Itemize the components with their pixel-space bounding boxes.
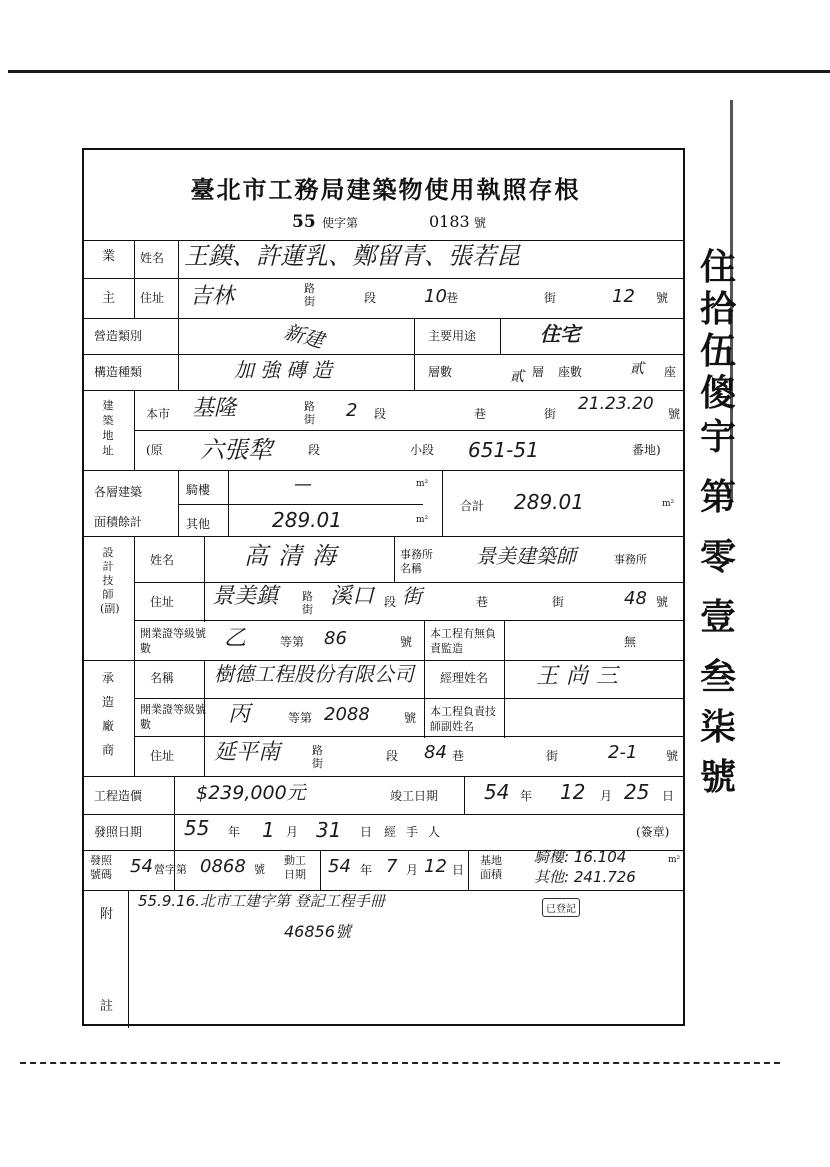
structure-value: 加強磚造	[234, 358, 338, 382]
use-label: 主要用途	[428, 329, 477, 343]
designer-name: 高清海	[244, 542, 346, 570]
contractor-engineer-label: 本工程負責技師副姓名	[430, 705, 496, 733]
permit-year: 55	[292, 212, 316, 232]
registered-stamp: 已登記	[542, 898, 580, 917]
completion-label: 竣工日期	[390, 789, 439, 803]
site-section-label: 段	[374, 407, 387, 421]
designer-name-label: 姓名	[150, 553, 175, 567]
bp-start-label: 動工日期	[284, 854, 306, 881]
designer-office-label: 事務所名稱	[400, 548, 433, 575]
issue-day-label: 日	[360, 825, 373, 839]
handler-label: 經手人	[384, 825, 451, 839]
issue-year: 55	[184, 816, 210, 840]
completion-month: 12	[560, 780, 586, 804]
notes-label-top: 附	[100, 907, 114, 922]
owner-alley-label: 巷	[446, 291, 459, 305]
issue-day: 31	[316, 818, 342, 842]
scan-top-edge	[8, 70, 830, 73]
site-subsection-label: 小段	[410, 443, 435, 457]
completion-day-label: 日	[662, 789, 675, 803]
site-district-label: 段	[308, 443, 321, 457]
contractor-address: 延平南	[214, 740, 281, 765]
contractor-manager: 王尚三	[536, 664, 627, 689]
bp-month-label: 月	[406, 863, 419, 877]
side-char: 柒	[700, 707, 737, 748]
other-unit: m²	[416, 515, 429, 525]
side-char: 第	[700, 477, 737, 518]
owner-names: 王鏌、許蓮乳、鄭留青、張若昆	[184, 242, 520, 270]
owner-address-label: 住址	[140, 291, 165, 305]
total-value: 289.01	[514, 490, 584, 514]
type-label: 營造類別	[94, 329, 143, 343]
arcade-unit: m²	[416, 479, 429, 489]
contractor-number: 2-1	[608, 742, 638, 763]
site-street-label: 街	[544, 407, 557, 421]
site-road-label: 路 街	[304, 400, 315, 426]
site-district: 六張犂	[200, 436, 272, 464]
structure-label: 構造種類	[94, 365, 143, 379]
contractor-license-mid: 等第	[288, 711, 313, 725]
owner-road-label: 路 街	[304, 282, 315, 308]
designer-number-label: 號	[656, 595, 669, 609]
owner-street-label: 街	[544, 291, 557, 305]
area-label2: 面積餘計	[94, 515, 143, 529]
issue-label: 發照日期	[94, 825, 143, 839]
contractor-name-label: 名稱	[150, 671, 175, 685]
bp-day-label: 日	[452, 863, 465, 877]
contractor-section-label: 段	[386, 749, 399, 763]
designer-address-section: 街	[402, 584, 422, 608]
designer-license-no: 86	[324, 628, 347, 649]
buildings-unit: 座	[664, 365, 677, 379]
designer-supervisor-value: 無	[624, 635, 637, 649]
issue-month: 1	[262, 818, 275, 842]
bp-start-year: 54	[328, 856, 351, 877]
site-orig-label: (原	[146, 443, 163, 457]
site-lot-label: 番地)	[632, 443, 661, 457]
floors-value: 貳	[510, 369, 524, 385]
contractor-road-label: 路 街	[312, 744, 323, 770]
owner-alley: 10	[424, 286, 447, 307]
side-char: 伍	[700, 331, 737, 372]
bp-number: 0868	[200, 856, 246, 877]
designer-address-town: 景美鎮	[212, 584, 279, 609]
site-section: 2	[346, 400, 358, 421]
side-char: 叁	[700, 657, 737, 698]
owner-number-label: 號	[656, 291, 669, 305]
bp-base-label: 基地面積	[480, 854, 502, 881]
total-unit: m²	[662, 499, 675, 509]
bp-base-arcade: 騎樓: 16.104	[534, 848, 627, 866]
completion-year-label: 年	[520, 789, 533, 803]
designer-address-road: 溪口	[330, 584, 375, 609]
site-label: 建築地址	[102, 399, 114, 457]
completion-month-label: 月	[600, 789, 613, 803]
contractor-address-label: 住址	[150, 749, 175, 763]
area-label1: 各層建築	[94, 485, 143, 499]
designer-license-label: 開業證等級號數	[140, 627, 206, 655]
owner-address: 吉林	[190, 284, 235, 309]
permit-number: 0183	[429, 212, 470, 231]
owner-group-label: 業	[102, 249, 116, 264]
contractor-alley: 84	[424, 742, 447, 763]
side-char: 住	[700, 247, 737, 288]
cost-label: 工程造價	[94, 789, 143, 803]
contractor-license-no: 2088	[324, 704, 370, 725]
designer-alley-label: 巷	[476, 595, 489, 609]
notes-label-bottom: 註	[100, 999, 114, 1014]
designer-license-grade: 乙	[224, 626, 247, 651]
bp-start-month: 7	[386, 856, 398, 877]
designer-road-label: 路 街	[302, 590, 313, 616]
site-number: 21.23.20	[578, 394, 654, 414]
side-char: 壹	[700, 597, 737, 638]
designer-supervisor-label: 本工程有無負責監造	[430, 627, 496, 655]
contractor-license-label: 開業證等級號數	[140, 703, 206, 731]
bp-start-day: 12	[424, 856, 447, 877]
completion-day: 25	[624, 780, 650, 804]
seal-label: (簽章)	[636, 825, 670, 839]
site-number-label: 號	[668, 407, 681, 421]
contractor-group-label: 承造廠商	[101, 671, 114, 757]
permit-form	[82, 148, 685, 1026]
contractor-name: 樹德工程股份有限公司	[214, 662, 414, 686]
permit-label: 使字第	[322, 216, 359, 230]
type-value: 新建	[281, 319, 327, 353]
buildings-label: 座數	[558, 365, 583, 379]
form-title: 臺北市工務局建築物使用執照存根	[190, 176, 581, 204]
arcade-value: —	[294, 474, 312, 495]
cost-value: $239,000元	[196, 782, 306, 804]
owner-section-label: 段	[364, 291, 377, 305]
contractor-license-grade: 丙	[228, 702, 251, 727]
scan-bottom-edge	[20, 1062, 780, 1064]
side-char: 號	[700, 757, 737, 798]
bp-suffix: 號	[254, 863, 265, 876]
site-alley-label: 巷	[474, 407, 487, 421]
contractor-number-label: 號	[666, 749, 679, 763]
buildings-value: 貳	[630, 361, 644, 377]
designer-group-label: 設計技師(副)	[100, 546, 120, 615]
designer-license-mid: 等第	[280, 635, 305, 649]
designer-street-label: 街	[552, 595, 565, 609]
bp-base-other: 其他: 241.726	[534, 868, 636, 886]
contractor-license-suffix: 號	[404, 711, 417, 725]
issue-month-label: 月	[286, 825, 299, 839]
arcade-label: 騎樓	[186, 483, 211, 497]
issue-year-label: 年	[228, 825, 241, 839]
contractor-manager-label: 經理姓名	[440, 671, 489, 685]
owner-group-label2: 主	[102, 291, 116, 306]
designer-license-suffix: 號	[400, 635, 413, 649]
side-char: 拾	[700, 289, 737, 330]
completion-year: 54	[484, 780, 510, 804]
owner-name-label: 姓名	[140, 251, 165, 265]
use-value: 住宅	[540, 322, 580, 346]
site-city-label: 本市	[146, 407, 171, 421]
other-label: 其他	[186, 517, 211, 531]
permit-suffix: 號	[474, 216, 487, 230]
floors-label: 層數	[428, 365, 453, 379]
owner-number: 12	[612, 286, 635, 307]
other-value: 289.01	[272, 508, 342, 532]
total-label: 合計	[460, 499, 485, 513]
designer-office-suffix: 事務所	[614, 553, 647, 566]
contractor-alley-label: 巷	[452, 749, 465, 763]
designer-office: 景美建築師	[476, 544, 576, 568]
notes-line2: 46856號	[284, 922, 351, 941]
notes-line1: 55.9.16.北市工建字第 登記工程手冊	[138, 892, 385, 910]
bp-year-label: 年	[360, 863, 373, 877]
contractor-street-label: 街	[546, 749, 559, 763]
side-char: 宇	[700, 417, 737, 458]
bp-base-unit: m²	[668, 855, 681, 865]
bp-year: 54	[130, 856, 153, 877]
designer-number: 48	[624, 588, 647, 609]
side-char: 傻	[700, 373, 737, 414]
site-road: 基隆	[192, 396, 237, 421]
floors-unit: 層	[532, 365, 545, 379]
designer-section-label: 段	[384, 595, 397, 609]
designer-address-label: 住址	[150, 595, 175, 609]
side-char: 零	[700, 537, 737, 578]
bp-mid-label: 營字第	[154, 863, 187, 876]
site-lot: 651-51	[468, 438, 539, 462]
bp-label: 發照號碼	[90, 854, 112, 881]
